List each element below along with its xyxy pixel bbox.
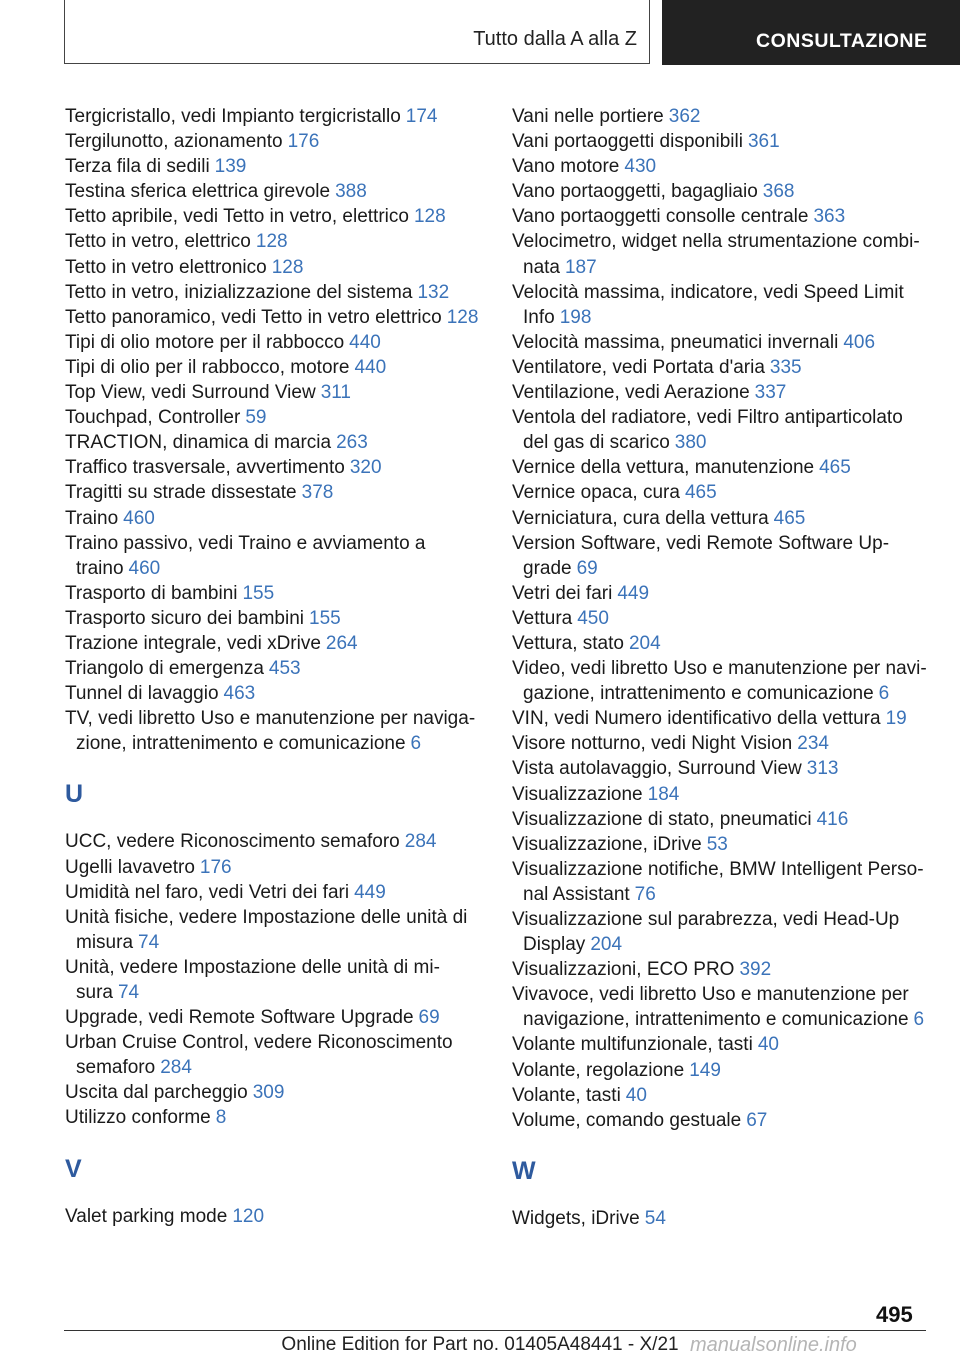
index-letter-heading: V bbox=[65, 1154, 82, 1183]
index-entry-text: Visualizzazioni, ECO PRO bbox=[512, 959, 735, 981]
index-entry bbox=[65, 681, 485, 706]
index-page-link[interactable]: 40 bbox=[625, 1084, 647, 1106]
index-entry-text: Tipi di olio per il rabbocco, motore bbox=[65, 356, 350, 378]
index-entry bbox=[65, 405, 485, 430]
index-page-link[interactable]: 362 bbox=[668, 106, 701, 127]
index-entry-text: Umidità nel faro, vedi Vetri dei fari bbox=[65, 881, 350, 903]
index-entry-text: Visualizzazione bbox=[512, 783, 643, 805]
index-page-link[interactable]: 128 bbox=[255, 231, 288, 253]
index-entry bbox=[65, 905, 485, 955]
index-page-link[interactable]: 184 bbox=[647, 783, 680, 805]
index-entry-text: Widgets, iDrive bbox=[512, 1207, 640, 1229]
index-entry bbox=[512, 330, 932, 355]
index-entry bbox=[512, 1206, 932, 1231]
index-entry-text: Top View, vedi Surround View bbox=[65, 382, 316, 404]
index-column-left bbox=[65, 104, 485, 1229]
index-page-link[interactable]: 284 bbox=[160, 1057, 192, 1079]
index-entry bbox=[512, 204, 932, 229]
index-entry-text: Tetto in vetro, inizializzazione del sistema bbox=[65, 281, 413, 303]
index-entry-text: Vani nelle portiere bbox=[512, 106, 664, 127]
index-page-link[interactable]: 74 bbox=[138, 931, 160, 953]
index-page-link[interactable]: 335 bbox=[769, 356, 802, 378]
index-page-link[interactable]: 128 bbox=[446, 306, 479, 328]
index-entry-text: Vani portaoggetti disponibili bbox=[512, 131, 743, 153]
index-page-link[interactable]: 449 bbox=[354, 881, 386, 903]
index-entry bbox=[65, 305, 485, 330]
index-page-link[interactable]: 149 bbox=[689, 1059, 721, 1081]
index-entry bbox=[65, 1080, 485, 1105]
index-entry bbox=[512, 581, 932, 606]
index-entry bbox=[65, 380, 485, 405]
page-number: 495 bbox=[876, 1302, 913, 1327]
index-entry bbox=[65, 855, 485, 880]
index-entry-text: UCC, vedere Riconoscimento semaforo bbox=[65, 831, 400, 853]
index-entry-text: Visualizzazione, iDrive bbox=[512, 833, 702, 855]
index-page-link[interactable]: 53 bbox=[706, 833, 728, 855]
index-page-link[interactable]: 264 bbox=[325, 632, 358, 654]
index-entry bbox=[512, 104, 932, 129]
index-page-link[interactable]: 311 bbox=[320, 382, 351, 404]
index-entry bbox=[65, 204, 485, 229]
index-page-link[interactable]: 19 bbox=[885, 708, 907, 730]
index-page-link[interactable]: 465 bbox=[684, 482, 717, 504]
index-entry-text: Vano motore bbox=[512, 156, 620, 178]
index-entry bbox=[512, 531, 932, 581]
index-entry bbox=[512, 405, 932, 455]
index-entry bbox=[65, 706, 485, 756]
index-entry-text: Volante multifunzionale, tasti bbox=[512, 1034, 753, 1056]
index-entry bbox=[512, 280, 932, 330]
index-entry-text: Velocità massima, pneumatici invernali bbox=[512, 331, 839, 353]
index-page-link[interactable]: 6 bbox=[878, 683, 890, 705]
index-entry-text: Visualizzazione notifiche, BMW Intelligent Personal Assistant bbox=[512, 858, 924, 905]
index-page-link[interactable]: 465 bbox=[773, 507, 806, 529]
index-entry-text: Traino bbox=[65, 507, 119, 529]
index-entry-text: Trasporto sicuro dei bambini bbox=[65, 607, 305, 629]
index-page-link[interactable]: 263 bbox=[336, 432, 368, 454]
index-letter-heading: U bbox=[65, 780, 84, 809]
index-page-link[interactable]: 460 bbox=[123, 507, 155, 529]
index-entry-text: Ventola del radiatore, vedi Filtro antiparticolato del gas di scarico bbox=[512, 407, 903, 454]
index-entry-text: Tragitti su strade dissestate bbox=[65, 482, 297, 504]
index-page-link[interactable]: 378 bbox=[301, 482, 334, 504]
index-entry-text: Unità fisiche, vedere Impostazione delle unità di misura bbox=[65, 906, 468, 953]
index-page-link[interactable]: 128 bbox=[413, 206, 446, 228]
index-entry bbox=[512, 480, 932, 505]
index-entry bbox=[65, 606, 485, 631]
index-entry-text: Volume, comando gestuale bbox=[512, 1109, 742, 1131]
index-page-link[interactable]: 155 bbox=[309, 607, 341, 629]
header-section-tab: CONSULTAZIONE bbox=[662, 0, 960, 65]
index-entry-text: Velocità massima, indicatore, vedi Speed Limit Info bbox=[512, 281, 904, 328]
index-page-link[interactable]: 430 bbox=[624, 156, 657, 178]
index-entry bbox=[512, 455, 932, 480]
index-entry-text: Video, vedi libretto Uso e manutenzione per navigazione, intrattenimento e comunicazione bbox=[512, 658, 927, 705]
index-entry bbox=[65, 104, 485, 129]
index-entry bbox=[65, 1030, 485, 1080]
index-entry bbox=[65, 631, 485, 656]
index-entry-text: Vista autolavaggio, Surround View bbox=[512, 758, 802, 780]
page-header bbox=[0, 0, 960, 66]
index-page-link[interactable]: 132 bbox=[417, 281, 450, 303]
index-page-link[interactable]: 204 bbox=[590, 934, 623, 956]
index-entry-text: Valet parking mode bbox=[65, 1205, 228, 1227]
index-entry-text: Vetri dei fari bbox=[512, 582, 613, 604]
index-page-link[interactable]: 463 bbox=[223, 683, 256, 705]
index-entry-text: Ventilazione, vedi Aerazione bbox=[512, 382, 750, 404]
index-entry bbox=[512, 355, 932, 380]
index-entry-text: Tergicristallo, vedi Impianto tergicristallo bbox=[65, 106, 401, 127]
index-entry-text: Vivavoce, vedi libretto Uso e manutenzione per navigazione, intrattenimento e comunicazione bbox=[512, 984, 909, 1031]
index-entry bbox=[512, 807, 932, 832]
header-title: Tutto dalla A alla Z bbox=[473, 28, 637, 50]
index-entry bbox=[512, 154, 932, 179]
index-entry bbox=[512, 129, 932, 154]
index-page-link[interactable]: 440 bbox=[349, 331, 381, 353]
index-entry-text: Vernice della vettura, manutenzione bbox=[512, 457, 815, 479]
index-entry-text: TV, vedi libretto Uso e manutenzione per navigazione, intrattenimento e comunicazione bbox=[65, 708, 476, 755]
index-entry bbox=[65, 229, 485, 254]
index-entry bbox=[512, 1083, 932, 1108]
index-entry-text: Vano portaoggetti consolle centrale bbox=[512, 206, 809, 228]
index-entry-text: Urban Cruise Control, vedere Riconoscimento semaforo bbox=[65, 1032, 453, 1079]
index-entry-text: Vano portaoggetti, bagagliaio bbox=[512, 181, 758, 203]
index-page-link[interactable]: 54 bbox=[644, 1207, 666, 1229]
index-entry bbox=[65, 880, 485, 905]
index-entry-text: Upgrade, vedi Remote Software Upgrade bbox=[65, 1007, 414, 1029]
index-entry-text: Vettura, stato bbox=[512, 632, 624, 654]
index-entry-text: Visualizzazione sul parabrezza, vedi Head-Up Display bbox=[512, 909, 900, 956]
index-page-link[interactable]: 67 bbox=[746, 1109, 768, 1131]
index-page-link[interactable]: 76 bbox=[634, 883, 656, 905]
index-entry-text: Verniciatura, cura della vettura bbox=[512, 507, 769, 529]
index-page-link[interactable]: 74 bbox=[117, 982, 140, 1003]
index-page-link[interactable]: 176 bbox=[287, 131, 320, 153]
index-entry-text: Tetto panoramico, vedi Tetto in vetro elettrico bbox=[65, 306, 442, 328]
index-entry bbox=[512, 506, 932, 531]
index-entry bbox=[65, 531, 485, 581]
footer-edition: Online Edition for Part no. 01405A48441 - X/21 bbox=[281, 1334, 679, 1355]
index-entry-text: TRACTION, dinamica di marcia bbox=[65, 432, 332, 454]
index-page-link[interactable]: 320 bbox=[349, 457, 382, 479]
index-entry-text: Version Software, vedi Remote Software Upgrade bbox=[512, 532, 890, 579]
index-entry bbox=[512, 982, 932, 1032]
index-page-link[interactable]: 6 bbox=[410, 733, 422, 755]
index-entry-text: Traino passivo, vedi Traino e avviamento a traino bbox=[65, 532, 426, 579]
index-page-link[interactable]: 309 bbox=[252, 1082, 285, 1104]
index-entry-text: Tergilunotto, azionamento bbox=[65, 131, 283, 153]
index-page-link[interactable]: 453 bbox=[268, 658, 301, 680]
index-entry bbox=[512, 832, 932, 857]
index-column-right bbox=[512, 104, 932, 1231]
index-entry bbox=[512, 706, 932, 731]
index-page-link[interactable]: 388 bbox=[335, 181, 367, 203]
index-page-link[interactable]: 128 bbox=[271, 256, 304, 278]
index-letter-heading: W bbox=[512, 1156, 536, 1185]
index-entry bbox=[65, 355, 485, 380]
index-page-link[interactable]: 284 bbox=[404, 831, 437, 853]
index-entry-text: Volante, tasti bbox=[512, 1084, 621, 1106]
index-entry bbox=[65, 330, 485, 355]
index-entry bbox=[65, 506, 485, 531]
index-page-link[interactable]: 361 bbox=[747, 131, 780, 153]
index-page-link[interactable]: 416 bbox=[816, 808, 849, 830]
index-page-link[interactable]: 69 bbox=[576, 557, 598, 579]
index-entry bbox=[512, 1108, 932, 1133]
index-page-link[interactable]: 460 bbox=[128, 557, 161, 579]
index-entry-text: Tetto in vetro elettronico bbox=[65, 256, 267, 278]
index-entry bbox=[65, 179, 485, 204]
index-page-link[interactable]: 198 bbox=[559, 306, 592, 328]
index-page-link[interactable]: 337 bbox=[754, 382, 787, 404]
index-entry bbox=[512, 631, 932, 656]
index-entry-text: Ugelli lavavetro bbox=[65, 856, 195, 878]
index-page-link[interactable]: 449 bbox=[617, 582, 650, 604]
index-page-link[interactable]: 380 bbox=[674, 432, 707, 454]
index-entry bbox=[65, 255, 485, 280]
index-entry-text: Tipi di olio motore per il rabbocco bbox=[65, 331, 345, 353]
index-entry-text: Testina sferica elettrica girevole bbox=[65, 181, 331, 203]
index-entry-text: Vernice opaca, cura bbox=[512, 482, 680, 504]
index-page-link[interactable]: 406 bbox=[843, 331, 876, 353]
index-entry bbox=[512, 656, 932, 706]
index-page-link[interactable]: 450 bbox=[577, 607, 609, 629]
index-entry-text: Tunnel di lavaggio bbox=[65, 683, 219, 705]
index-page-link[interactable]: 120 bbox=[232, 1205, 265, 1227]
index-entry bbox=[512, 731, 932, 756]
watermark: manualsonline.info bbox=[690, 1334, 857, 1356]
index-page-link[interactable]: 363 bbox=[813, 206, 846, 228]
index-page-link[interactable]: 174 bbox=[405, 106, 438, 127]
index-entry-text: Touchpad, Controller bbox=[65, 407, 241, 429]
index-page-link[interactable]: 6 bbox=[913, 1009, 925, 1031]
index-entry bbox=[65, 455, 485, 480]
index-entry-text: VIN, vedi Numero identificativo della vettura bbox=[512, 708, 881, 730]
index-page-link[interactable]: 8 bbox=[215, 1107, 227, 1129]
index-entry bbox=[65, 430, 485, 455]
index-page-link[interactable]: 465 bbox=[819, 457, 851, 479]
index-entry-text: Ventilatore, vedi Portata d'aria bbox=[512, 356, 765, 378]
footer-divider bbox=[64, 1330, 926, 1331]
index-entry bbox=[512, 229, 932, 279]
index-entry-text: Visore notturno, vedi Night Vision bbox=[512, 733, 793, 755]
index-page-link[interactable]: 69 bbox=[418, 1007, 440, 1029]
index-page-link[interactable]: 155 bbox=[242, 582, 275, 604]
index-entry-text: Tetto in vetro, elettrico bbox=[65, 231, 251, 253]
index-entry bbox=[512, 957, 932, 982]
index-entry bbox=[512, 756, 932, 781]
index-entry-text: Trasporto di bambini bbox=[65, 582, 238, 604]
index-entry bbox=[65, 1005, 485, 1030]
index-entry-text: Vettura bbox=[512, 607, 573, 629]
index-page-link[interactable]: 313 bbox=[806, 758, 839, 780]
index-entry-text: Uscita dal parcheggio bbox=[65, 1082, 248, 1104]
index-page-link[interactable]: 392 bbox=[739, 959, 772, 981]
index-entry bbox=[65, 955, 485, 1005]
index-entry-text: Triangolo di emergenza bbox=[65, 658, 264, 680]
index-entry-text: Terza fila di sedili bbox=[65, 156, 210, 178]
index-entry bbox=[65, 581, 485, 606]
index-entry bbox=[65, 829, 485, 854]
index-entry-text: Tetto apribile, vedi Tetto in vetro, elettrico bbox=[65, 206, 409, 228]
index-entry-text: Velocimetro, widget nella strumentazione combinata bbox=[512, 231, 920, 278]
index-entry bbox=[65, 480, 485, 505]
index-page-link[interactable]: 187 bbox=[564, 256, 597, 278]
index-entry bbox=[512, 1032, 932, 1057]
index-entry bbox=[65, 656, 485, 681]
index-page-link[interactable]: 440 bbox=[354, 356, 387, 378]
index-page-link[interactable]: 176 bbox=[199, 856, 232, 878]
index-entry-text: Visualizzazione di stato, pneumatici bbox=[512, 808, 812, 830]
index-page-link[interactable]: 234 bbox=[797, 733, 829, 755]
index-entry bbox=[65, 280, 485, 305]
index-entry bbox=[512, 380, 932, 405]
index-entry bbox=[65, 1204, 485, 1229]
index-entry-text: Traffico trasversale, avvertimento bbox=[65, 457, 345, 479]
index-entry bbox=[65, 154, 485, 179]
index-page-link[interactable]: 368 bbox=[762, 181, 795, 203]
index-page-link[interactable]: 59 bbox=[245, 407, 267, 429]
index-page-link[interactable]: 40 bbox=[757, 1034, 779, 1056]
index-entry bbox=[512, 782, 932, 807]
index-entry bbox=[512, 606, 932, 631]
index-entry bbox=[65, 129, 485, 154]
index-entry-text: Unità, vedere Impostazione delle unità di misura bbox=[65, 956, 440, 1003]
index-entry bbox=[512, 907, 932, 957]
index-entry-text: Trazione integrale, vedi xDrive bbox=[65, 632, 321, 654]
index-page-link[interactable]: 139 bbox=[214, 156, 247, 178]
index-entry-text: Volante, regolazione bbox=[512, 1059, 685, 1081]
index-page-link[interactable]: 204 bbox=[628, 632, 661, 654]
index-entry bbox=[512, 857, 932, 907]
index-entry bbox=[65, 1105, 485, 1130]
index-entry-text: Utilizzo conforme bbox=[65, 1107, 211, 1129]
index-entry bbox=[512, 179, 932, 204]
index-entry bbox=[512, 1058, 932, 1083]
